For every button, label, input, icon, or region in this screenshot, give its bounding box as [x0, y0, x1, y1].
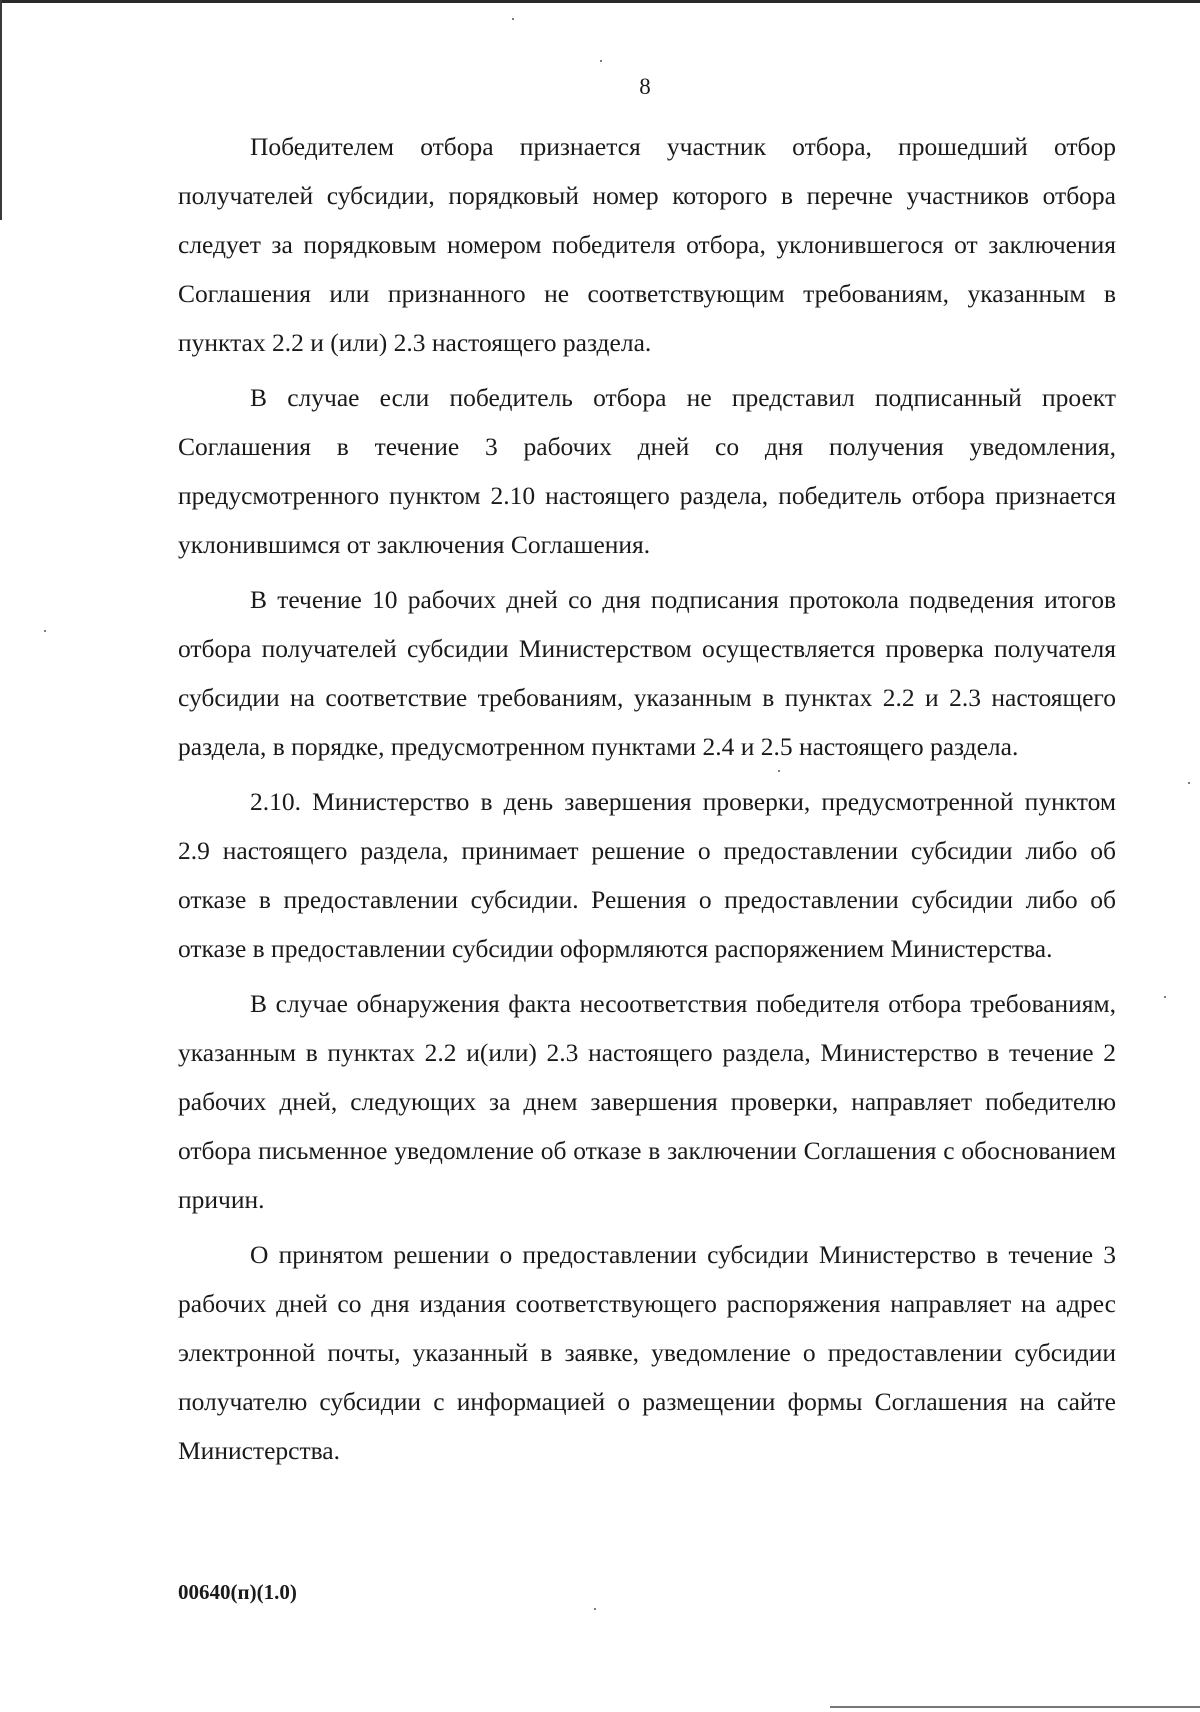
paragraph: В случае обнаружения факта несоответствия победителя отбора требованиям, указанным в пунктах 2.2 и(или) 2.3 настоящего раздела, Министерство в течение 2 рабочих дней, следующих за днем завершения проверки, направляет победителю отбора письменное уведомление об отказе в заключении Соглашения с обоснованием причин.: [178, 989, 1116, 1214]
scan-edge-left: [0, 0, 2, 220]
scan-speck: [512, 18, 514, 20]
scan-speck: [594, 1608, 596, 1610]
scan-speck: [600, 60, 602, 62]
paragraph: В течение 10 рабочих дней со дня подписания протокола подведения итогов отбора получателей субсидии Министерством осуществляется проверка получателя субсидии на соответствие требованиям, указанным в пунктах 2.2 и 2.3 настоящего раздела, в порядке, предусмотренном пунктами 2.4 и 2.5 настоящего раздела.: [178, 585, 1116, 761]
scan-edge-top: [0, 0, 1200, 3]
document-body: [178, 122, 1116, 1481]
scan-speck: [1164, 996, 1166, 998]
scan-speck: [1188, 782, 1190, 784]
document-code: 00640(п)(1.0): [178, 1580, 297, 1604]
page-number: 8: [639, 74, 651, 99]
scan-edge-bottom: [830, 1706, 1200, 1708]
paragraph: О принятом решении о предоставлении субсидии Министерство в течение 3 рабочих дней со дня издания соответствующего распоряжения направляет на адрес электронной почты, указанный в заявке, уведомление о предоставлении субсидии получателю субсидии с информацией о размещении формы Соглашения на сайте Министерства.: [178, 1240, 1116, 1465]
paragraph: Победителем отбора признается участник отбора, прошедший отбор получателей субсидии, порядковый номер которого в перечне участников отбора следует за порядковым номером победителя отбора, уклонившегося от заключения Соглашения или признанного не соответствующим требованиям, указанным в пунктах 2.2 и (или) 2.3 настоящего раздела.: [178, 132, 1116, 357]
scan-speck: [44, 630, 46, 632]
paragraph: 2.10. Министерство в день завершения проверки, предусмотренной пунктом 2.9 настоящего раздела, принимает решение о предоставлении субсидии либо об отказе в предоставлении субсидии. Решения о предоставлении субсидии либо об отказе в предоставлении субсидии оформляются распоряжением Министерства.: [178, 787, 1116, 963]
paragraph: В случае если победитель отбора не представил подписанный проект Соглашения в течение 3 рабочих дней со дня получения уведомления, предусмотренного пунктом 2.10 настоящего раздела, победитель отбора признается уклонившимся от заключения Соглашения.: [178, 383, 1116, 559]
